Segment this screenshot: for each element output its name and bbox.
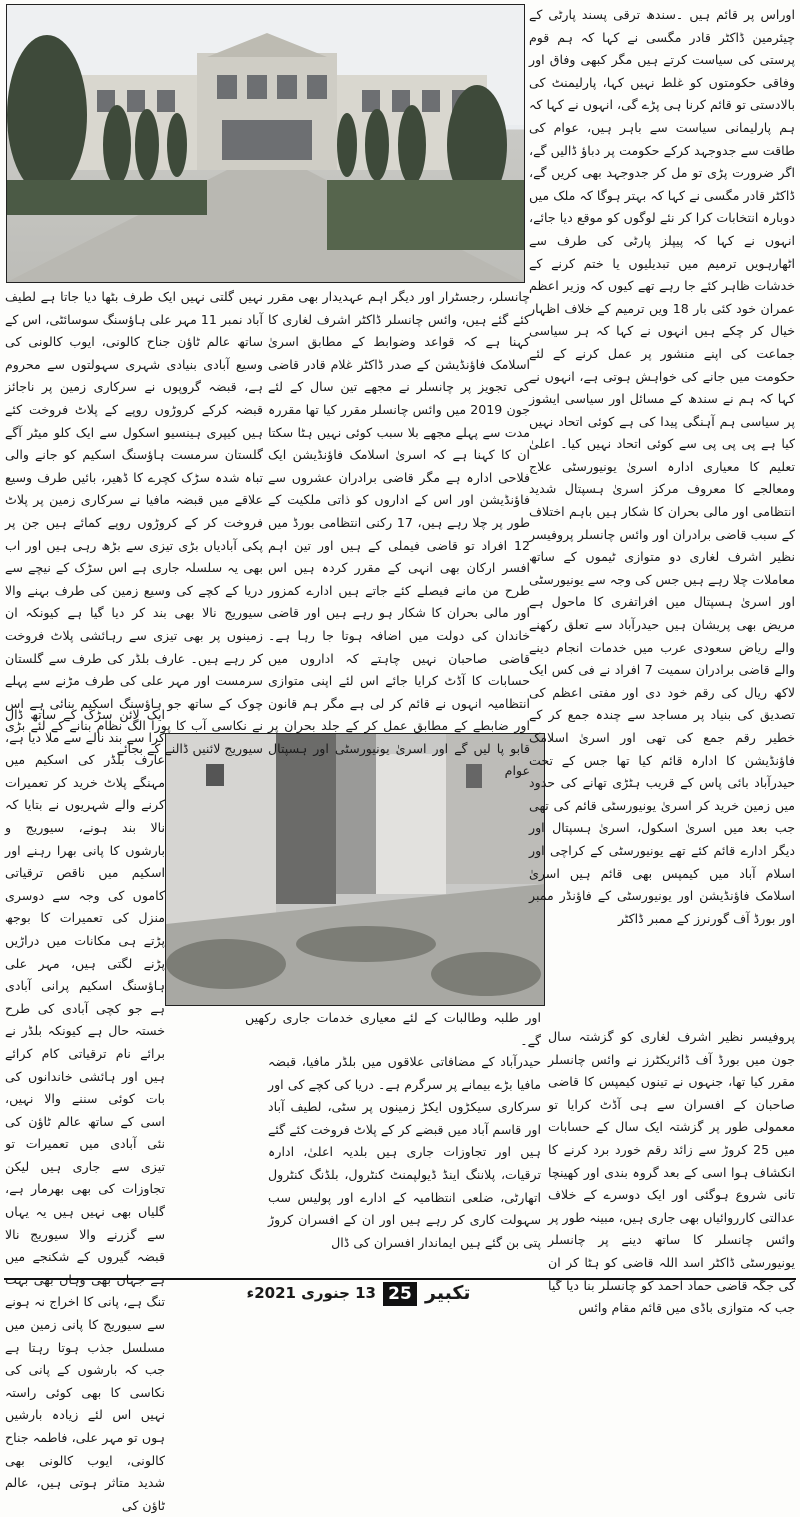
university-building-illustration — [7, 5, 524, 282]
article-text-right: اوراس پر قائم ہیں ۔سندھ ترقی پسند پارٹی کے چیئرمین ڈاکٹر قادر مگسی نے کہا کہ ہم قوم پرستی کی سیاست کرتے ہیں مگر کبھی وفاق اور وفاقی حکومتوں کو غلط نہیں کہا، پارلیمنٹ کی بالادستی تو قائم کرنا ہی پڑے گی، انہوں نے کہا کہ ہم پارلیمانی سیاست سے باہر ہیں، عوام کی طاقت سے جدوجہد کرکے حکومت پر دباؤ ڈالیں گے، اگر ضرورت پڑی تو مل کر جدوجہد بھی کریں گے، ڈاکٹر قادر مگسی نے کہا کہ بہتر ہوگا کہ ملک میں دوبارہ انتخابات کرا کر نئے لوگوں کو موقع دیا جائے، انہوں نے کہا کہ پیپلز پارٹی کی طرف سے اٹھارہویں ترمیم میں تبدیلیوں یا ختم کرنے کے خدشات ظاہر کئے جا رہے تھے کیوں کہ وزیر اعظم عمران خود کئی بار 18 ویں ترمیم کے خلاف اظہار خیال کر چکے ہیں انہوں نے کہا کہ ہر سیاسی جماعت کی اپنے منشور پر عمل کرنے کے لئے حکومت میں جانے کی خواہش ہوتی ہے، انہوں نے کہا کہ ہم نے سندھ کے مسائل اور سیاسی ایشوز پر سیاسی ہم آہنگی پیدا کی ہے کوئی اتحاد نہیں کیا ہے پی پی پی سے کوئی اتحاد نہیں کیا۔ اعلیٰ تعلیم کا معیاری ادارہ اسریٰ یونیورسٹی علاج ومعالجے کا معروف مرکز اسریٰ ہسپتال شدید انتظامی اور مالی بحران کا شکار ہیں باہم اختلاف کے سبب قاضی برادران اور وائس چانسلر پروفیسر نظیر اشرف لغاری دو متوازی ٹیموں کے ساتھ معاملات چلا رہے ہیں جس کی وجہ سے یونیورسٹی اور اسریٰ ہسپتال میں افراتفری کا ماحول ہے مریض بھی پریشان ہیں حیدرآباد سے تعلق رکھنے والے ریاض سعودی عرب میں خدمات انجام دینے والے قاضی برادران سمیت 7 افراد نے فی کس ایک لاکھ ریال کی رقم خود دی اور مفتی اعظم کی تصدیق کی بنیاد پر مساجد سے چندہ جمع کر کے خطیر رقم جمع کی تھی اور اسریٰ اسلامک فاؤنڈیشن کا ادارہ قائم کیا تھا جس کے تحت حیدرآباد بائی پاس کے قریب ہٹڑی تھانے کی حدود میں زمین خرید کر اسریٰ یونیورسٹی قائم کی تھی جب بعد میں اسریٰ اسکول، اسریٰ ہسپتال اور دیگر ادارے قائم کئے تھے یونیورسٹی کے کراچی اور اسلام آباد میں کیمپس بھی قائم ہیں اسریٰ اسلامک فاؤنڈیشن اور یونیورسٹی کے فاؤنڈر ممبر اور بورڈ آف گورنرز کے ممبر ڈاکٹر — [529, 7, 796, 926]
magazine-masthead: تکبیر — [425, 1282, 471, 1304]
closing-line-middle: اور طلبہ وطالبات کے لئے معیاری خدمات جاری رکھیں گے۔ — [245, 1010, 541, 1048]
article-text-middle: چانسلر، رجسٹرار اور دیگر اہم عہدیدار بھی مقرر کئے گئے ہیں، وائس چانسلر ڈاکٹر اشرف لغاری کا کہنا ہے کہ قواعد وضوابط کے مطابق اسریٰ اسلامک فاؤنڈیشن کے صدر ڈاکٹر غلام قادر قاضی کی تجویز پر چانسلر نے مجھے تین سال کے لئے جون 2019 میں وائس چانسلر مقرر کیا تھا مقررہ مدت سے پہلے مجھے بلا سبب کوئی نہیں ہٹا سکتا ان کا کہنا ہے کہ اسریٰ اسلامک فاؤنڈیشن ایک فلاحی ادارہ ہے مگر قاضی برادران عشروں سے فاؤنڈیشن اور اس کے اداروں کو ذاتی ملکیت کے طور پر چلا رہے ہیں، 17 رکنی انتظامی بورڈ میں 12 افراد تو قاضی فیملی کے ہیں اور تین اہم افسر ارکان بھی انہی کے مقرر کردہ ہیں اس طرح من مانے فیصلے کئے جاتے ہیں ادارے کمزور اور مالی بحران کا شکار ہو رہے ہیں اور قاضی خاندان کی دولت میں اضافہ ہوتا جا رہا ہے۔ قاضی صاحبان نہیں چاہتے کہ اداروں میں حسابات کا آڈٹ کرایا جائے اس لئے اپنی متوازی انتظامیہ انہوں نے قائم کر لی ہے مگر ہم قانون اور ضابطے کے مطابق عمل کر کے جلد بحران پر قابو پا لیں گے اور اسریٰ یونیورسٹی اور ہسپتال عوام — [268, 289, 530, 779]
footer-divider — [4, 1278, 796, 1280]
article-text-right-lower: پروفیسر نظیر اشرف لغاری کو گزشتہ سال جون میں بورڈ آف ڈائریکٹرز نے وائس چانسلر مقرر کیا تھا، جنہوں نے تینوں کیمپس کا قاضی صاحبان کے افسران سے ہی آڈٹ کرایا تو معمولی طور پر گزشتہ ایک سال کے حسابات میں 25 کروڑ سے زائد رقم خورد برد کرنے کا انکشاف ہوا اسی کے بعد گروہ بندی اور کھینچا تانی شروع ہوگئی اور ایک دوسرے کے خلاف عدالتی کارروائیاں بھی جاری ہیں، مبینہ طور پر وائس چانسلر کا ساتھ دینے پر چانسلر یونیورسٹی ڈاکٹر اسد اللہ قاضی کو ہٹا کر ان کی جگہ قاضی حماد احمد کو چانسلر بنا دیا گیا جب کہ متوازی باڈی میں قائم مقام وائس — [548, 1029, 795, 1316]
university-building-photo — [6, 4, 525, 283]
article-text-left-lower: ایک لائن سڑک کے ساتھ ڈال کرا سے بند نالے سے ملا دیا ہے، عارف بلڈر کی اسکیم میں مہنگے پلاٹ خرید کر تعمیرات کرنے والے شہریوں نے بتایا کہ نالا بند ہونے، سیوریج و بارشوں کا پانی بھرا رہنے اور اسکیم میں ناقص ترقیاتی کاموں کی وجہ سے دوسری منزل کی تعمیرات کا بوجھ پڑتے ہی مکانات میں دراڑیں پڑنے لگتی ہیں، مہر علی ہاؤسنگ اسکیم پرانی آبادی ہے جو کچی آبادی کی طرح خستہ حال ہے کیونکہ بلڈر نے برائے نام ترقیاتی کام کرائے ہیں اور ہائشی خاندانوں کی بات کوئی سننے والا نہیں، اسی کے ساتھ عالم ٹاؤن کی نئی آبادی میں تعمیرات تو تیزی سے جاری ہیں لیکن تجاوزات کی بھی بھرمار ہے، گلیاں بھی نہیں ہیں یہ یہاں سے گزرنے والا سیوریج نالا قبضہ گیروں کے شکنجے میں ہے جہاں بھی وہاں بھی بہت تنگ ہے، پانی کا اخراج نہ ہونے سے سیوریج کا پانی زمین میں مسلسل جذب ہوتا رہتا ہے جب کہ بارشوں کے پانی کی نکاسی کا بھی کوئی راستہ نہیں اس لئے زیادہ بارشیں ہوں تو مہر علی، فاطمہ جناح کالونی، ایوب کالونی بھی شدید متاثر ہوتی ہیں، عالم ٹاؤن کی — [5, 707, 165, 1513]
page-number: 25 — [383, 1282, 417, 1306]
caption-below-photo — [245, 1007, 541, 1052]
page-footer — [0, 1282, 800, 1306]
article-column-right-lower — [548, 1026, 795, 1320]
article-text-left: نہیں گلتی نہیں ایک طرف بٹھا دیا جاتا ہے لطیف آباد نمبر 11 مہر علی ہاؤسنگ سوسائٹی، اس کے ساتھ عالم ٹاؤن جناح کالونی، ایوب کالونی کی وسیع آبادی بنیادی شہری سہولتوں سے محروم ہے، قبضہ گروپوں نے سرکاری زمین پر ناجائز قبضہ کرکے کروڑوں روپے کے پلاٹ فروخت کئے ہیں کیپری ہینسیو اسکول سے ایک کلو میٹر آگے گلستان سرمست ہاؤسنگ اسکیم کو جانے والی تباہ شدہ سڑک کچرے کا ڈھیر، بائیں طرف وسیع علاقے میں قبضہ مافیا نے سرکاری زمین پر پلاٹ فروخت کر کے کروڑوں روپے کمائے ہیں جن پر پکی آبادیاں بڑی تیزی سے بڑھ رہی ہیں اور اب بھی یہ سلسلہ جاری ہے اس سڑک کے نیچے سے دریا کے کچے کی وسیع زمین کی طرف بہنے والا سیوریج نالا بھی بند کر دیا گیا ہے کیونکہ ان زمینوں پر بھی تیزی سے رہائشی پلاٹ فروخت کر رہے ہیں۔ عارف بلڈر کی طرف سے گلستان سرمست اور مہر علی کی طرف مڑنے سے پہلے چوک کے ساتھ جو ہاؤسنگ اسکیم بنائی ہے اس نے نکاسی آب کا پورا الگ نظام بنانے کے لئے بڑی سیوریج لائنیں ڈالنے کے بجائے — [5, 289, 263, 756]
article-column-bottom-middle — [268, 1051, 541, 1254]
article-text-bottom-middle: حیدرآباد کے مضافاتی علاقوں میں بلڈر مافیا، قبضہ مافیا بڑے بیمانے پر سرگرم ہے۔ دریا کی کچے کی اور سرکاری سیکڑوں ایکڑ زمینوں پر سٹی، لطیف آباد اور قاسم آباد میں قبضے کر کے پلاٹ فروخت کئے گئے ہیں اور تجاوزات جاری ہیں بلدیہ اعلیٰ، ادارہ ترقیات، پلاننگ اینڈ ڈیولپمنٹ کنٹرول، بلڈنگ کنٹرول اتھارٹی، ضلعی انتظامیہ کے ادارے اور پولیس سب سہولت کاری کر رہے ہیں اور ان کے افسران کروڑ پتی بن گئے ہیں ایماندار افسران کی ڈال — [268, 1054, 541, 1250]
issue-date: 13 جنوری 2021ء — [246, 1284, 376, 1302]
article-column-left — [5, 286, 263, 756]
article-column-left-lower — [5, 704, 165, 1517]
article-column-middle — [268, 286, 530, 779]
article-column-right — [529, 4, 795, 930]
